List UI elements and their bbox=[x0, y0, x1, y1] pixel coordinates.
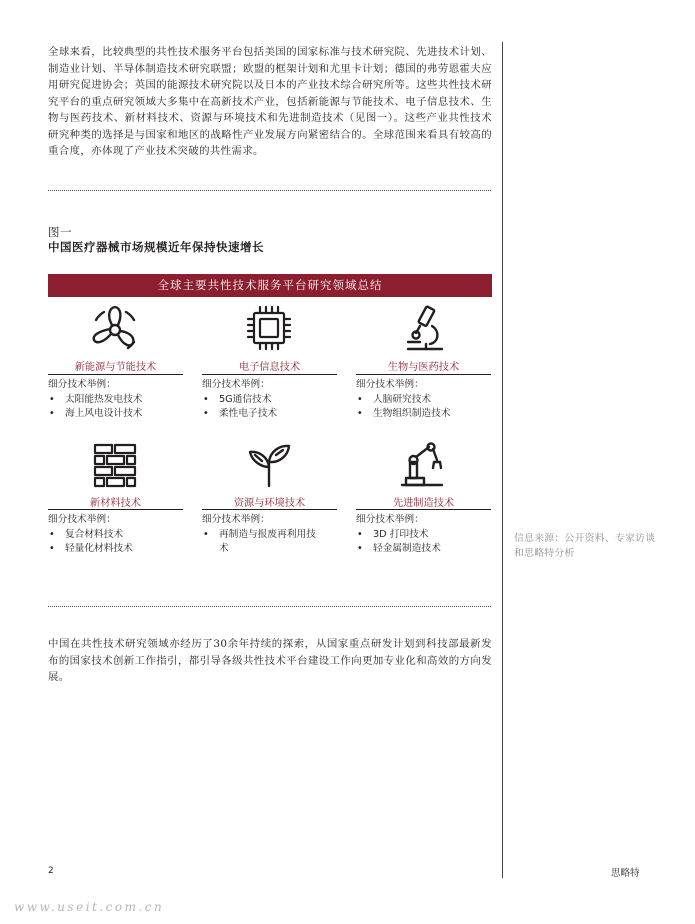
category-title: 电子信息技术 bbox=[238, 362, 301, 373]
column-divider bbox=[502, 42, 503, 878]
category-rule bbox=[356, 509, 491, 510]
source-note: 信息来源：公开资料、专家访谈和思略特分析 bbox=[514, 533, 656, 559]
category-rule bbox=[202, 509, 337, 510]
example-item: • 5G通信技术 bbox=[202, 393, 342, 408]
example-item: • 人脑研究技术 bbox=[356, 393, 496, 408]
category-examples bbox=[48, 378, 188, 422]
page-number: 2 bbox=[48, 866, 54, 876]
closing-paragraph: 中国在共性技术研究领域亦经历了30余年持续的探索，从国家重点研发计划到科技部最新发布的国家技术创新工作指引，都引导各级共性技术平台建设工作向更加专业化和高效的方向发展。 bbox=[48, 638, 492, 683]
examples-label: 细分技术举例： bbox=[356, 514, 424, 525]
category-title: 资源与环境技术 bbox=[233, 498, 306, 509]
microchip-icon bbox=[242, 304, 296, 354]
category-examples bbox=[48, 513, 188, 557]
wind-turbine-icon bbox=[88, 304, 142, 354]
example-item: • 轻金属制造技术 bbox=[356, 542, 496, 557]
figure-banner: 全球主要共性技术服务平台研究领域总结 bbox=[48, 274, 492, 297]
sprout-icon bbox=[242, 440, 296, 490]
category-rule bbox=[48, 509, 183, 510]
figure-label: 图一 bbox=[48, 225, 72, 239]
microscope-icon bbox=[396, 304, 450, 354]
category-title: 先进制造技术 bbox=[392, 498, 455, 509]
example-item: • 轻量化材料技术 bbox=[48, 542, 188, 557]
example-item: • 复合材料技术 bbox=[48, 528, 188, 543]
dotted-separator-bottom bbox=[48, 606, 491, 607]
example-item: • 柔性电子技术 bbox=[202, 407, 342, 422]
category-rule bbox=[48, 374, 183, 375]
brick-wall-icon bbox=[88, 440, 142, 490]
examples-label: 细分技术举例： bbox=[202, 379, 270, 390]
examples-label: 细分技术举例： bbox=[356, 379, 424, 390]
category-examples bbox=[356, 513, 496, 557]
example-item: • 海上风电设计技术 bbox=[48, 407, 188, 422]
brand-name: 思略特 bbox=[611, 868, 640, 879]
examples-label: 细分技术举例： bbox=[48, 514, 116, 525]
category-rule bbox=[356, 374, 491, 375]
category-title: 生物与医药技术 bbox=[387, 362, 460, 373]
dotted-separator-top bbox=[48, 190, 491, 191]
category-rule bbox=[202, 374, 337, 375]
examples-label: 细分技术举例： bbox=[202, 514, 270, 525]
example-item: • 太阳能热发电技术 bbox=[48, 393, 188, 408]
robot-arm-icon bbox=[396, 440, 450, 490]
intro-paragraph: 全球来看，比较典型的共性技术服务平台包括美国的国家标准与技术研究院、先进技术计划、制造业计划、半导体制造技术研究联盟；欧盟的框架计划和尤里卡计划；德国的弗劳恩霍夫应用研究促进协会；英国的能源技术研究院以及日本的产业技术综合研究所等。这些共性技术研究平台的重点研究领域大多集中在高新技术产业，包括新能源与节能技术、电子信息技术、生物与医药技术、新材料技术、资源与环境技术和先进制造技术（见图一）。这些产业共性技术研究种类的选择是与国家和地区的战略性产业发展方向紧密结合的。全球范围来看具有较高的重合度，亦体现了产业技术突破的共性需求。 bbox=[48, 46, 492, 157]
example-item: • 生物组织制造技术 bbox=[356, 407, 496, 422]
example-item: • 再制造与报废再利用技术 bbox=[202, 528, 324, 557]
watermark: www.useit.com.cn bbox=[14, 900, 165, 914]
figure-title: 中国医疗器械市场规模近年保持快速增长 bbox=[48, 240, 264, 254]
category-title: 新能源与节能技术 bbox=[74, 362, 157, 373]
example-item: • 3D 打印技术 bbox=[356, 528, 496, 543]
category-title: 新材料技术 bbox=[90, 498, 141, 509]
category-examples bbox=[202, 378, 342, 422]
category-examples bbox=[356, 378, 496, 422]
examples-label: 细分技术举例： bbox=[48, 379, 116, 390]
category-examples bbox=[202, 513, 342, 557]
